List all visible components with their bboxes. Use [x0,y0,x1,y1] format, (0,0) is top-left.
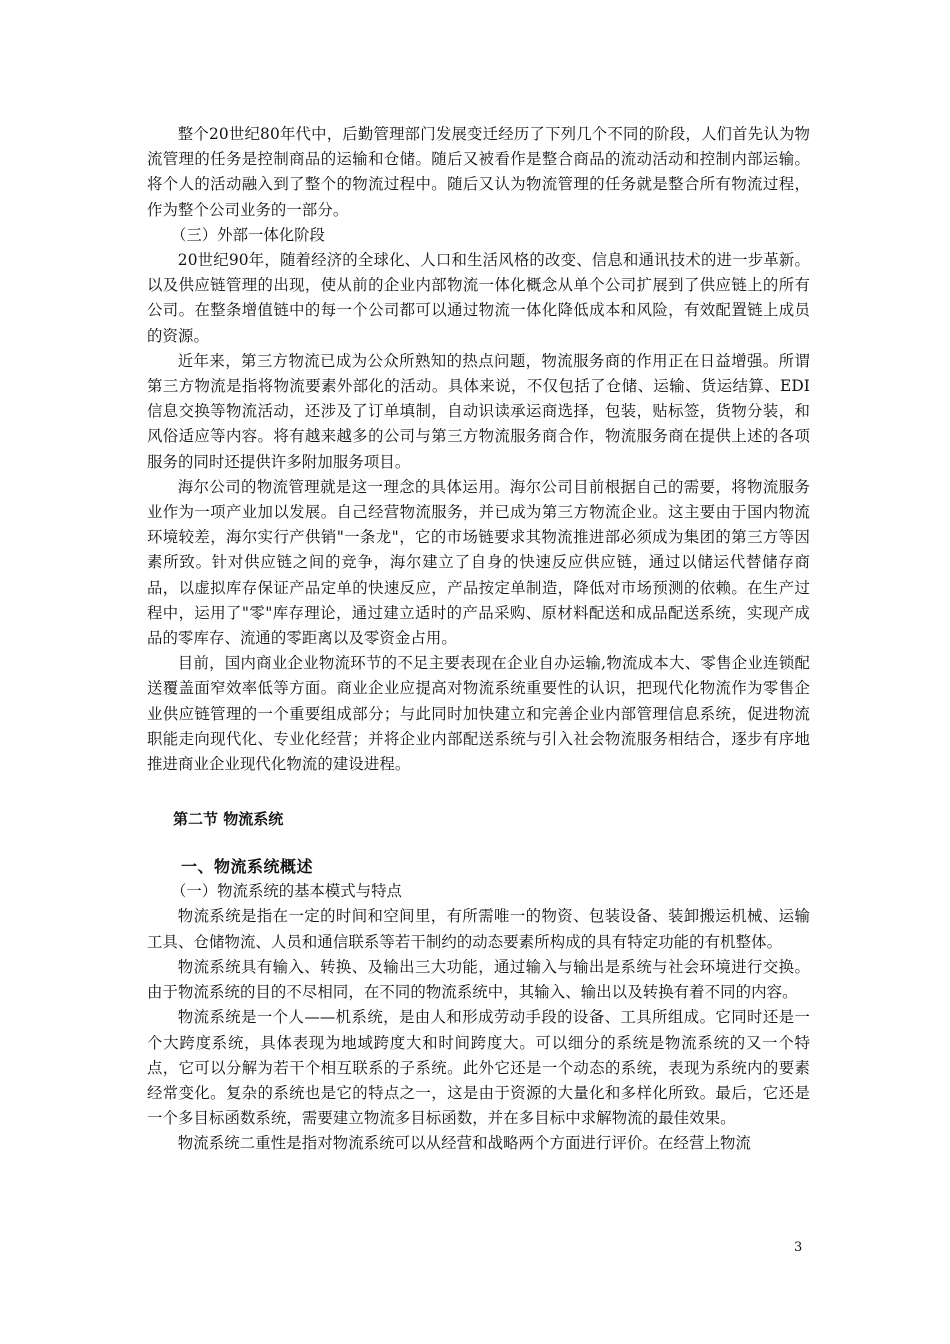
paragraph: 20世纪90年，随着经济的全球化、人口和生活风格的改变、信息和通讯技术的进一步革新。以及供应链管理的出现，使从前的企业内部物流一体化概念从单个公司扩展到了供应链上的所有公司。在整条增值链中的每一个公司都可以通过物流一体化降低成本和风险，有效配置链上成员的资源。 [147,251,810,345]
paragraph: 目前，国内商业企业物流环节的不足主要表现在企业自办运输,物流成本大、零售企业连锁配送覆盖面窄效率低等方面。商业企业应提高对物流系统重要性的认识，把现代化物流作为零售企业供应链管理的一个重要组成部分；与此同时加快建立和完善企业内部管理信息系统，促进物流职能走向现代化、专业化经营；并将企业内部配送系统与引入社会物流服务相结合，逐步有序地推进商业企业现代化物流的建设进程。 [147,654,810,774]
page-number: 3 [794,1240,803,1255]
heading-logistics-system-overview: 一、物流系统概述 [181,857,314,877]
paragraph: 物流系统具有输入、转换、及输出三大功能，通过输入与输出是系统与社会环境进行交换。由于物流系统的目的不尽相同，在不同的物流系统中，其输入、输出以及转换有着不同的内容。 [147,957,810,1002]
paragraph: 物流系统是一个人——机系统，是由人和形成劳动手段的设备、工具所组成。它同时还是一个大跨度系统，具体表现为地域跨度大和时间跨度大。可以细分的系统是物流系统的又一个特点，它可以分解为若干个相互联系的子系统。此外它还是一个动态的系统，表现为系统内的要素经常变化。复杂的系统也是它的特点之一，这是由于资源的大量化和多样化所致。最后，它还是一个多目标函数系统，需要建立物流多目标函数，并在多目标中求解物流的最佳效果。 [147,1008,810,1128]
subheading-external-integration: （三）外部一体化阶段 [171,225,325,244]
paragraph: 近年来，第三方物流已成为公众所熟知的热点问题，物流服务商的作用正在日益增强。所谓第三方物流是指将物流要素外部化的活动。具体来说，不仅包括了仓储、运输、货运结算、EDI信息交换等物流活动，还涉及了订单填制，自动识读承运商选择，包装，贴标签，货物分装，和风俗适应等内容。将有越来越多的公司与第三方物流服务商合作，物流服务商在提供上述的各项服务的同时还提供许多附加服务项目。 [147,351,810,471]
subheading-basic-model: （一）物流系统的基本模式与特点 [171,882,402,901]
paragraph: 物流系统是指在一定的时间和空间里，有所需唯一的物资、包装设备、装卸搬运机械、运输工具、仓储物流、人员和通信联系等若干制约的动态要素所构成的具有特定功能的有机整体。 [147,907,810,951]
section-title: 第二节 物流系统 [173,810,284,829]
paragraph: 物流系统二重性是指对物流系统可以从经营和战略两个方面进行评价。在经营上物流 [177,1134,751,1153]
page-content [147,122,810,1157]
paragraph: 整个20世纪80年代中，后勤管理部门发展变迁经历了下列几个不同的阶段，人们首先认为物流管理的任务是控制商品的运输和仓储。随后又被看作是整合商品的流动活动和控制内部运输。将个人的活动融入到了整个的物流过程中。随后又认为物流管理的任务就是整合所有物流过程，作为整个公司业务的一部分。 [147,125,810,219]
paragraph: 海尔公司的物流管理就是这一理念的具体运用。海尔公司目前根据自己的需要，将物流服务业作为一项产业加以发展。自己经营物流服务，并已成为第三方物流企业。这主要由于国内物流环境较差，海尔实行产供销"一条龙"，它的市场链要求其物流推进部必须成为集团的第三方等因素所致。针对供应链之间的竞争，海尔建立了自身的快速反应供应链，通过以储运代替储存商品，以虚拟库存保证产品定单的快速反应，产品按定单制造，降低对市场预测的依赖。在生产过程中，运用了"零"库存理论，通过建立适时的产品采购、原材料配送和成品配送系统，实现产成品的零库存、流通的零距离以及零资金占用。 [147,477,810,648]
